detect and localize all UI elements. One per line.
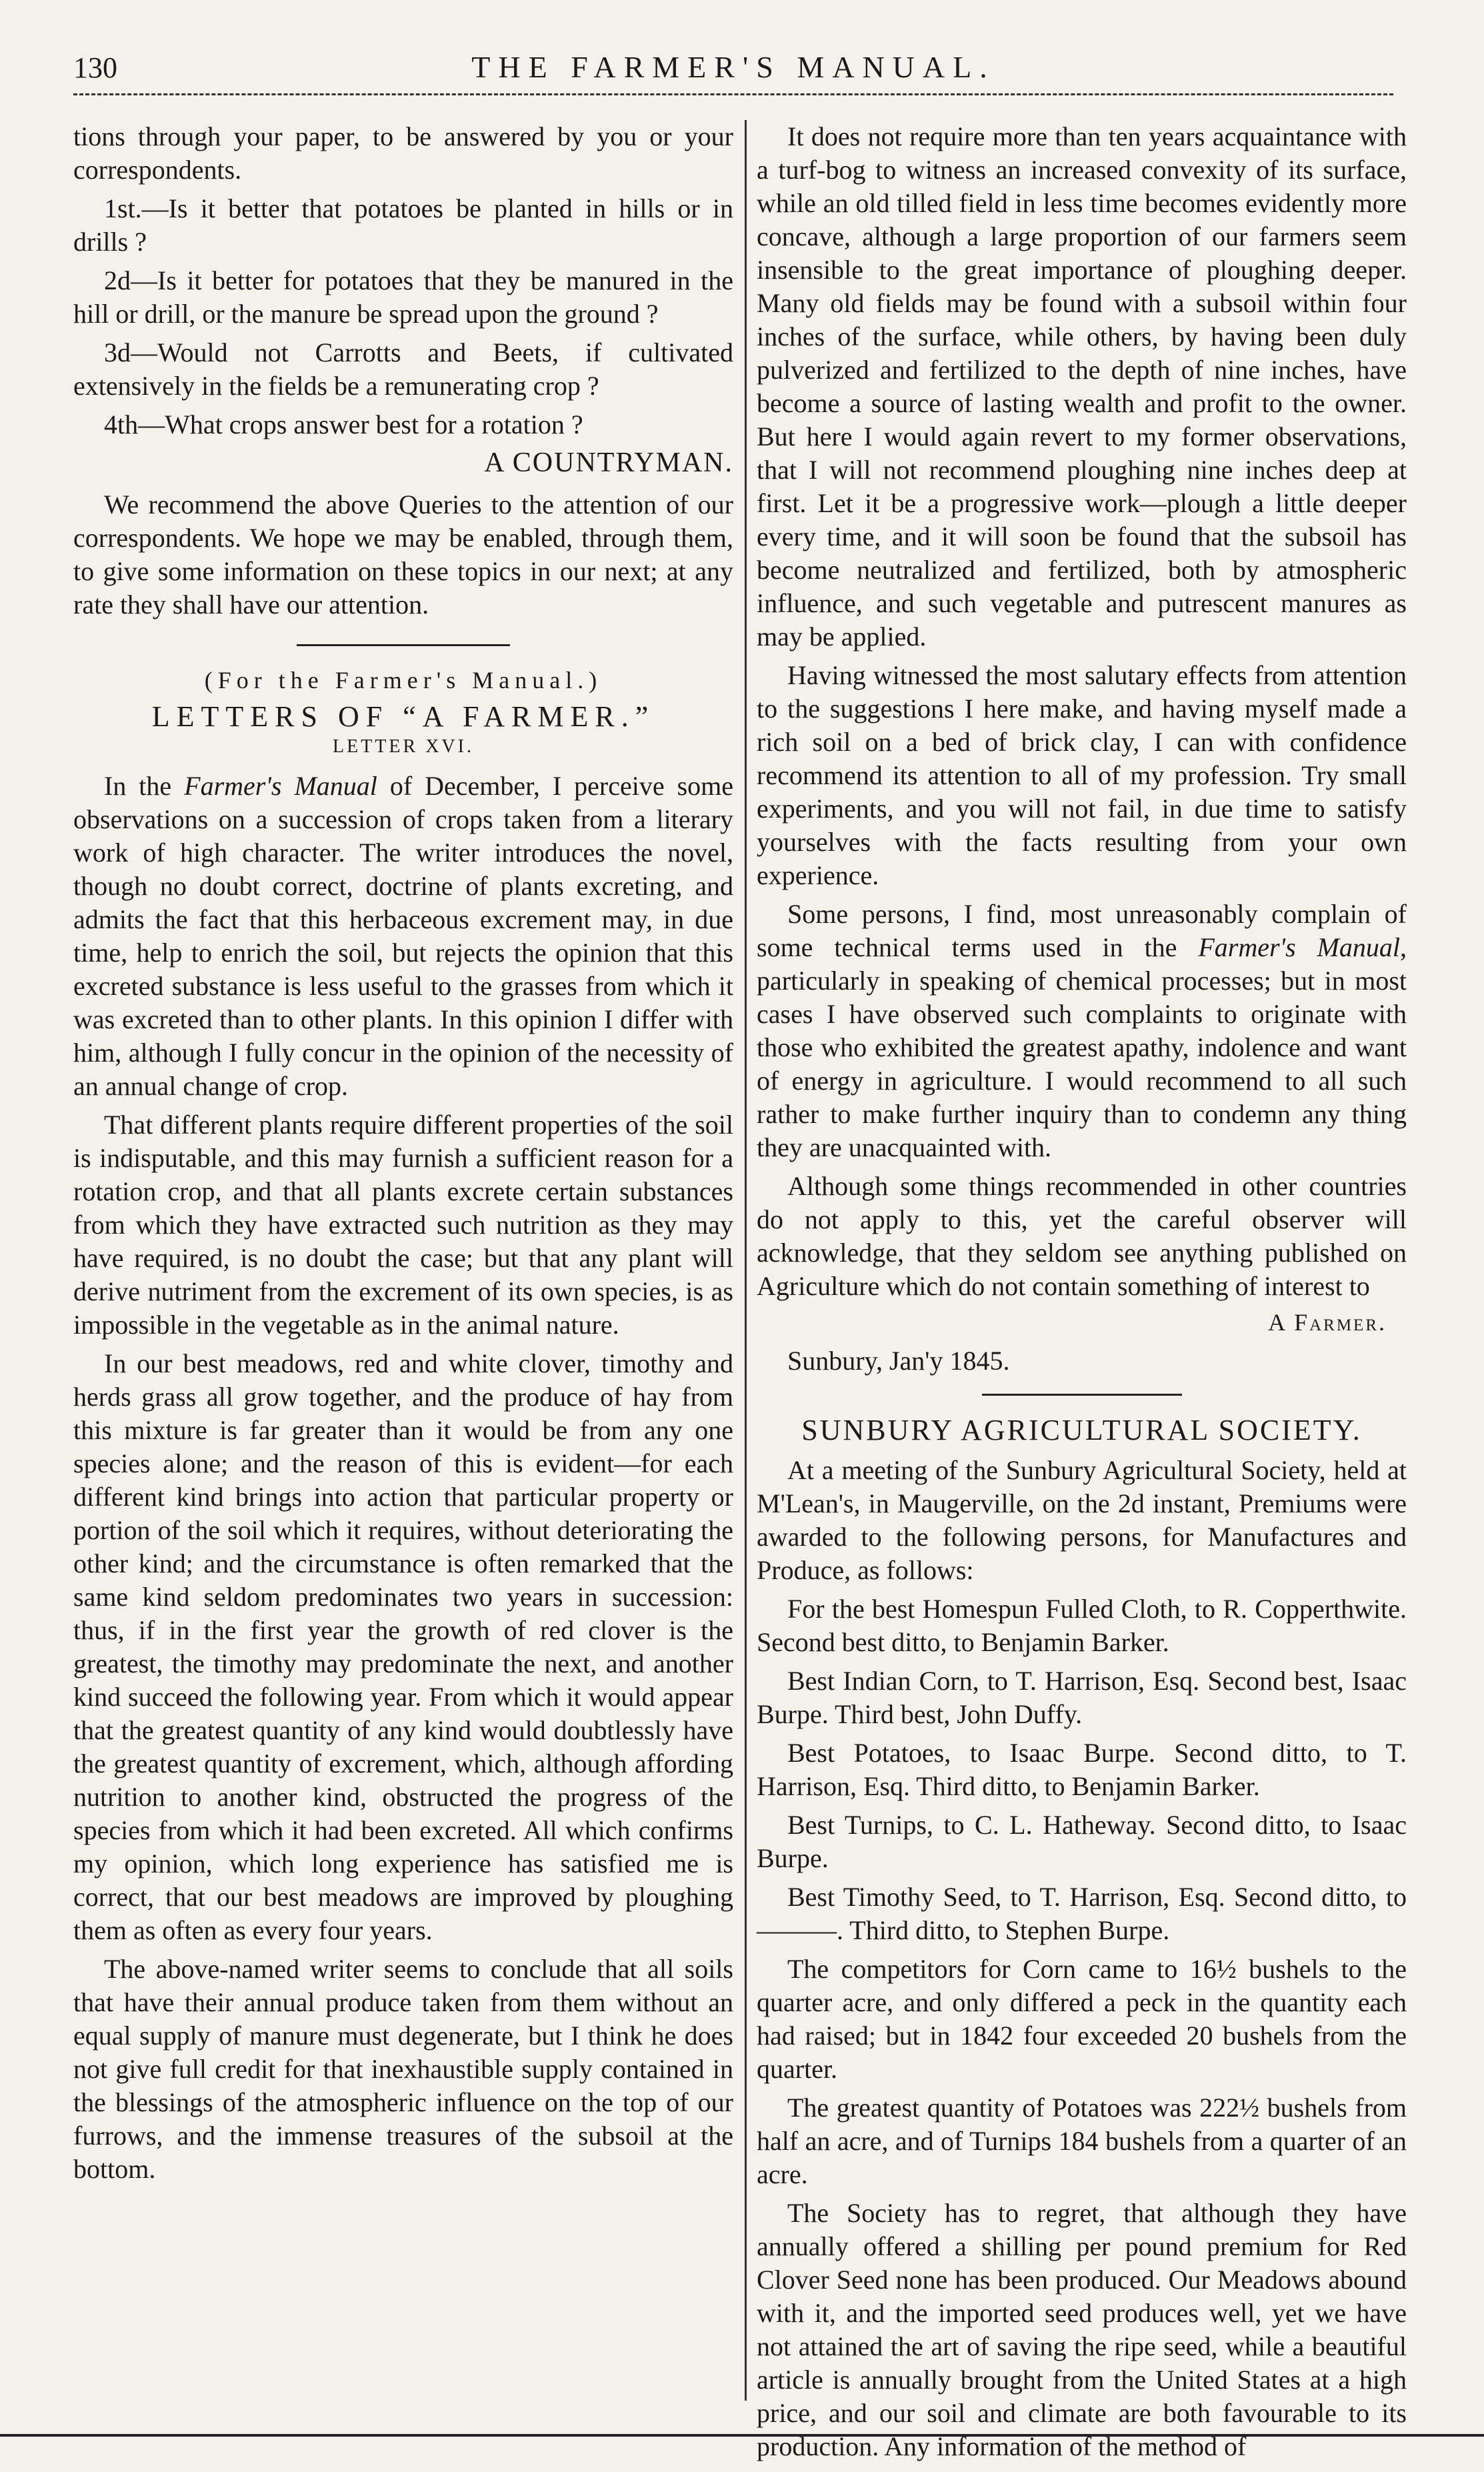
section-separator xyxy=(297,644,510,646)
letter-paragraph: Having witnessed the most salutary effects from attention to the suggestions I here make, and having myself made a rich soil on a bed of brick clay, I can with confidence recommend its attention to all of my profession. Try small experiments, and you will not fail, in due time to satisfy yourselves with the facts resulting from your own experience. xyxy=(757,660,1407,890)
page-number: 130 xyxy=(73,51,117,84)
query-item: 3d—Would not Carrotts and Beets, if cultivated extensively in the fields be a remunerating crop ? xyxy=(73,337,733,401)
society-paragraph: Best Potatoes, to Isaac Burpe. Second ditto, to T. Harrison, Esq. Third ditto, to Benjamin Barker. xyxy=(757,1738,1407,1801)
letter-paragraph xyxy=(757,898,1407,1164)
society-paragraph: The greatest quantity of Potatoes was 222½ bushels from half an acre, and of Turnips 184 bushels from a quarter of an acre. xyxy=(757,2093,1407,2189)
query-signature: A COUNTRYMAN. xyxy=(484,447,733,478)
header-rule xyxy=(73,93,1393,95)
section-separator xyxy=(982,1394,1182,1396)
query-item: 1st.—Is it better that potatoes be planted in hills or in drills ? xyxy=(73,193,733,257)
letter-paragraph xyxy=(73,770,733,1103)
letter-signature: A Farmer. xyxy=(1268,1309,1387,1336)
bottom-rule xyxy=(0,2434,1484,2437)
letter-paragraph: In our best meadows, red and white clover, timothy and herds grass all grow together, and the produce of hay from this mixture is far greater than it would be from any one species alone; and the reason of this is evident—for each different kind brings into action that particular property or portion of the soil which it requires, without deteriorating the other kind; and the circumstance is often remarked that the same kind seldom predominates two years in succession: thus, if in the first year the growth of red clover is the greatest, the timothy may predominate the next, and another kind succeed the following year. From which it would appear that the greatest quantity of any kind would doubtlessly have the greatest quantity of excrement, which, although affording nutrition to another kind, obstructed the progress of the species from which it had been excreted. All which confirms my opinion, which long experience has satisfied me is correct, that our best meadows are improved by ploughing them as often as every four years. xyxy=(73,1348,733,1945)
query-item: 2d—Is it better for potatoes that they be manured in the hill or drill, or the manure be spread upon the ground ? xyxy=(73,265,733,329)
query-item: 4th—What crops answer best for a rotation ? xyxy=(104,409,583,439)
letter-paragraph: That different plants require different properties of the soil is indisputable, and this may furnish a sufficient reason for a rotation crop, and that all plants excrete certain substances from which they have extracted such nutrition as they may have required, is no doubt the case; but that any plant will derive nutriment from the excrement of its own species, is as impossible in the vegetable as in the animal nature. xyxy=(73,1110,733,1340)
text-run: , particularly in speaking of chemical processes; but in most cases I have observed such complaints to originate with those who exhibited the greatest apathy, indolence and want of energy in agriculture. I would recommend to all such rather to make further inquiry than to condemn any thing they are unacquainted with. xyxy=(757,932,1407,1162)
page-header xyxy=(73,47,1393,93)
letter-paragraph: It does not require more than ten years acquaintance with a turf-bog to witness an increased convexity of its surface, while an old tilled field in less time becomes evidently more concave, although a large proportion of our farmers seem insensible to the great importance of ploughing deeper. Many old fields may be found with a subsoil within four inches of the surface, while others, by having been duly pulverized and fertilized to the depth of nine inches, have become a source of lasting wealth and profit to the owner. But here I would again revert to my former observations, that I will not recommend ploughing nine inches deep at first. Let it be a progressive work—plough a little deeper every time, and it will soon be found that the subsoil has become neutralized and fertilized, both by atmospheric influence, and such vegetable and putrescent manures as may be applied. xyxy=(757,121,1407,652)
society-paragraph: Best Indian Corn, to T. Harrison, Esq. Second best, Isaac Burpe. Third best, John Duffy. xyxy=(757,1666,1407,1729)
editor-note: We recommend the above Queries to the attention of our correspondents. We hope we may be enabled, through them, to give some information on these topics in our next; at any rate they shall have our attention. xyxy=(73,489,733,620)
letter-number: LETTER XVI. xyxy=(333,736,474,757)
text-run: of December, I perceive some observations on a succession of crops taken from a literary work of high character. The writer introduces the novel, though no doubt correct, doctrine of plants excreting, and admits the fact that this herbaceous excrement may, in due time, help to enrich the soil, but rejects the opinion that this excreted substance is less useful to the grasses from which it was excreted than to other plants. In this opinion I differ with him, although I fully concur in the opinion of the necessity of an annual change of crop. xyxy=(73,771,733,1101)
left-column xyxy=(73,120,733,2401)
dateline: Sunbury, Jan'y 1845. xyxy=(787,1346,1010,1376)
society-paragraph: The competitors for Corn came to 16½ bushels to the quarter acre, and only differed a peck in the quantity each had raised; but in 1842 four exceeded 20 bushels from the quarter. xyxy=(757,1954,1407,2084)
text-run: Some persons, I find, most unreasonably complain of some technical terms used in the xyxy=(757,899,1407,962)
source-note: (For the Farmer's Manual.) xyxy=(204,667,603,694)
society-paragraph: At a meeting of the Sunbury Agricultural Society, held at M'Lean's, in Maugerville, on the 2d instant, Premiums were awarded to the following persons, for Manufactures and Produce, as follows: xyxy=(757,1455,1407,1585)
letter-paragraph: Although some things recommended in other countries do not apply to this, yet the careful observer will acknowledge, that they seldom see anything published on Agriculture which do not contain something of interest to xyxy=(757,1171,1407,1301)
society-paragraph: Best Timothy Seed, to T. Harrison, Esq. Second ditto, to ———. Third ditto, to Stephen Burpe. xyxy=(757,1882,1407,1945)
italic-title: Farmer's Manual xyxy=(1198,932,1400,962)
text-run: In the xyxy=(104,771,185,801)
italic-title: Farmer's Manual xyxy=(184,771,377,801)
letter-paragraph: The above-named writer seems to conclude that all soils that have their annual produce taken from them without an equal supply of manure must degenerate, but I think he does not give full credit for that inexhaustible supply contained in the blessings of the atmospheric influence on the top of our furrows, and the immense treasures of the subsoil at the bottom. xyxy=(73,1954,733,2184)
queries-intro: tions through your paper, to be answered by you or your correspondents. xyxy=(73,121,733,185)
article-title: LETTERS OF “A FARMER.” xyxy=(151,700,655,733)
society-title: SUNBURY AGRICULTURAL SOCIETY. xyxy=(801,1414,1362,1446)
running-title: THE FARMER'S MANUAL. xyxy=(471,50,995,84)
right-column xyxy=(757,120,1407,2461)
society-paragraph: For the best Homespun Fulled Cloth, to R. Copperthwite. Second best ditto, to Benjamin Barker. xyxy=(757,1594,1407,1657)
society-paragraph: Best Turnips, to C. L. Hatheway. Second ditto, to Isaac Burpe. xyxy=(757,1810,1407,1873)
society-paragraph: The Society has to regret, that although they have annually offered a shilling per pound premium for Red Clover Seed none has been produced. Our Meadows abound with it, and the imported seed produces well, yet we have not attained the art of saving the ripe seed, while a beautiful article is annually brought from the United States at a high price, and our soil and climate are both favourable to its production. Any information of the method of xyxy=(757,2198,1407,2461)
column-divider xyxy=(745,120,747,2401)
